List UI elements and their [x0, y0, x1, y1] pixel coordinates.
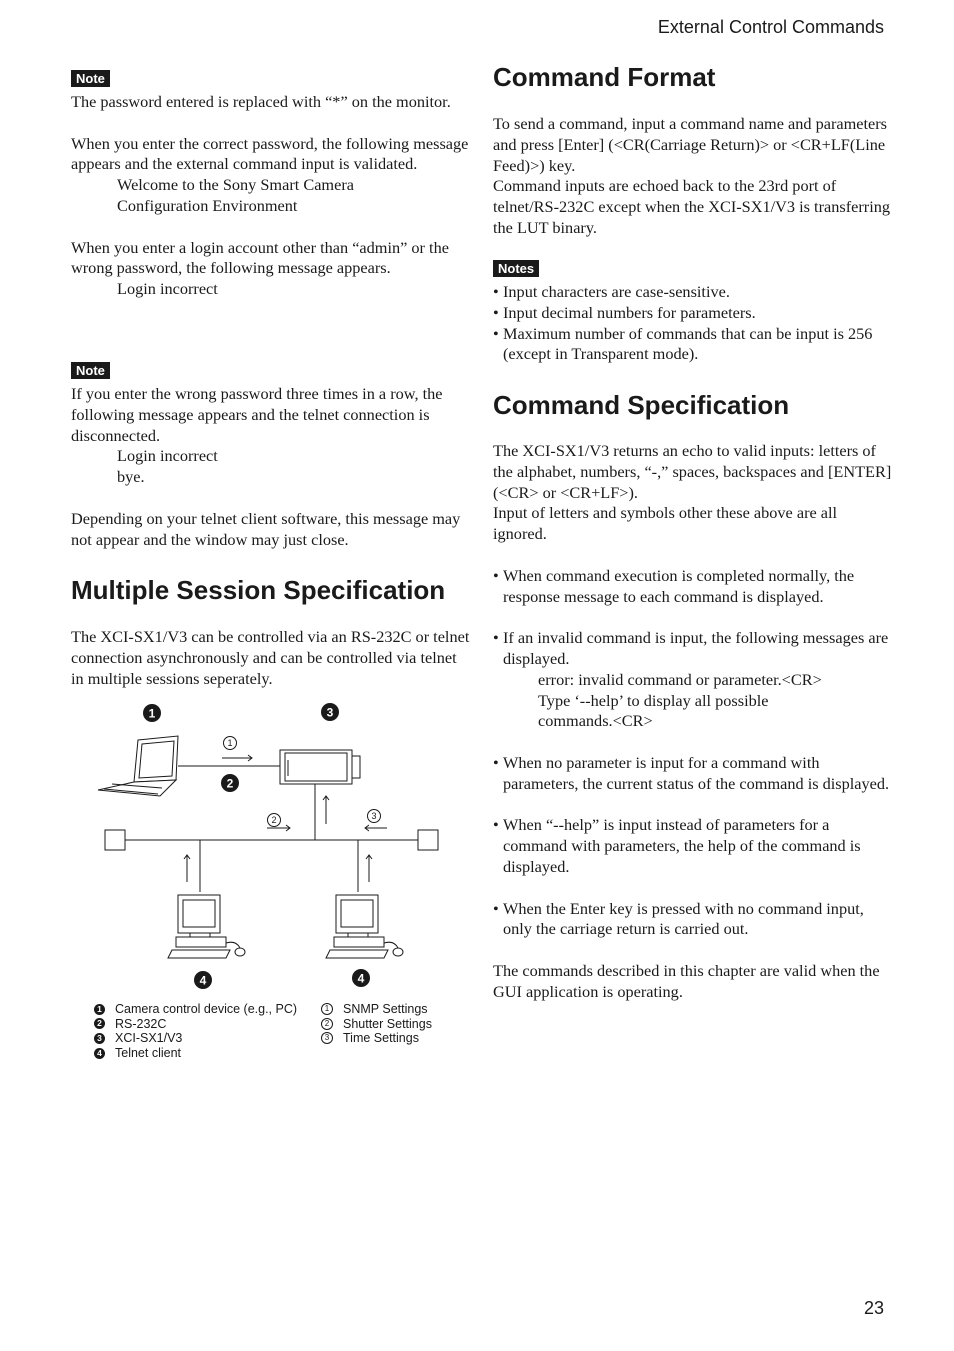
legend-text: Time Settings [343, 1031, 419, 1046]
desktop-computer-icon [326, 895, 403, 958]
diagram-legend-settings [321, 1002, 432, 1046]
legend-item [94, 1046, 297, 1061]
desktop-computer-icon [168, 895, 245, 958]
body-paragraph: To send a command, input a command name and parameters and press [Enter] (<CR(Carriage Return)> or <CR+LF(Line Feed)>) key. [493, 114, 888, 175]
list-item: • When no parameter is input for a command with parameters, the current status of the command is displayed. [493, 753, 893, 795]
note-1-content [71, 92, 471, 300]
legend-text: RS-232C [115, 1016, 167, 1031]
legend-number: 3 [94, 1033, 105, 1044]
note-block-1 [71, 70, 471, 88]
section-heading-command-format: Command Format [493, 62, 716, 92]
message-line: Login incorrect [117, 446, 218, 466]
list-item: • Input characters are case-sensitive. [493, 282, 893, 303]
command-format-body [493, 114, 893, 239]
legend-text: XCI-SX1/V3 [115, 1031, 183, 1046]
legend-item [321, 1002, 432, 1017]
list-item: • When “--help” is input instead of parameters for a command with parameters, the help of the command is displayed. [493, 815, 893, 877]
note-block-2 [71, 362, 471, 380]
body-paragraph: The XCI-SX1/V3 returns an echo to valid inputs: letters of the alphabet, numbers, “-,” spaces, backspaces and [ENTER] (<CR> or <CR+LF>). [493, 441, 892, 502]
list-item: • If an invalid command is input, the following messages are displayed. [493, 628, 893, 670]
network-diagram [90, 700, 460, 1000]
legend-item [321, 1017, 432, 1032]
message-line: error: invalid command or parameter.<CR> [538, 669, 822, 689]
section-heading-command-specification: Command Specification [493, 390, 790, 420]
message-line: Type ‘--help’ to display all possible commands.<CR> [538, 690, 769, 731]
list-item: • When command execution is completed normally, the response message to each command is displayed. [493, 566, 893, 608]
note-paragraph: When you enter the correct password, the following message appears and the external command input is validated. [71, 133, 469, 174]
legend-text: Camera control device (e.g., PC) [115, 1002, 298, 1016]
legend-item [94, 1017, 297, 1032]
circled-marker-1: 1 [227, 738, 233, 749]
note-paragraph: Depending on your telnet client software, this message may not appear and the window may just close. [71, 508, 461, 549]
marker-1: 1 [148, 706, 156, 721]
notes-list [493, 282, 893, 365]
marker-4: 4 [357, 971, 365, 986]
running-header: External Control Commands [657, 17, 884, 37]
legend-number: 3 [321, 1032, 333, 1044]
list-item: • When the Enter key is pressed with no command input, only the carriage return is carried out. [493, 899, 893, 941]
note-label: Note [71, 362, 110, 379]
note-paragraph: The password entered is replaced with “*” on the monitor. [71, 92, 451, 111]
notes-label: Notes [493, 260, 539, 277]
message-line: Configuration Environment [117, 195, 298, 215]
list-item: • Input decimal numbers for parameters. [493, 303, 893, 324]
marker-3: 3 [326, 705, 334, 720]
notes-block [493, 260, 893, 278]
multiple-session-paragraph: The XCI-SX1/V3 can be controlled via an RS-232C or telnet connection asynchronously and can be controlled via telnet in multiple sessions seperately. [71, 627, 470, 688]
body-paragraph: Command inputs are echoed back to the 23rd port of telnet/RS-232C except when the XCI-SX1/V3 is transferring the LUT binary. [493, 176, 891, 237]
body-paragraph: The commands described in this chapter are valid when the GUI application is operating. [493, 960, 880, 1001]
note-paragraph: When you enter a login account other than “admin” or the wrong password, the following message appears. [71, 237, 449, 278]
legend-number: 2 [94, 1018, 105, 1029]
legend-text: Shutter Settings [343, 1016, 432, 1031]
note-paragraph: If you enter the wrong password three times in a row, the following message appears and the telnet connection is disconnected. [71, 384, 443, 445]
note-2-content [71, 384, 471, 550]
body-paragraph: Input of letters and symbols other these above are all ignored. [493, 503, 838, 544]
circled-marker-2: 2 [271, 815, 277, 826]
legend-item [94, 1002, 297, 1017]
legend-item [94, 1031, 297, 1046]
camera-icon [280, 750, 360, 784]
legend-number: 1 [321, 1003, 333, 1015]
diagram-legend-devices [94, 1002, 297, 1060]
legend-text: Telnet client [115, 1045, 182, 1060]
page-number: 23 [863, 1298, 884, 1318]
legend-text: SNMP Settings [343, 1002, 428, 1016]
marker-4: 4 [199, 973, 207, 988]
command-specification-body [493, 441, 893, 1003]
legend-number: 4 [94, 1048, 105, 1059]
message-line: bye. [117, 467, 145, 487]
legend-item [321, 1031, 432, 1046]
message-line: Login incorrect [117, 279, 218, 299]
legend-number: 1 [94, 1004, 105, 1015]
message-line: Welcome to the Sony Smart Camera [117, 175, 354, 195]
marker-2: 2 [226, 776, 234, 791]
laptop-icon [98, 736, 178, 796]
legend-number: 2 [321, 1018, 333, 1030]
section-heading-multiple-session: Multiple Session Specification [71, 575, 446, 605]
circled-marker-3: 3 [371, 811, 377, 822]
note-label: Note [71, 70, 110, 87]
list-item: • Maximum number of commands that can be input is 256 (except in Transparent mode). [493, 324, 893, 366]
